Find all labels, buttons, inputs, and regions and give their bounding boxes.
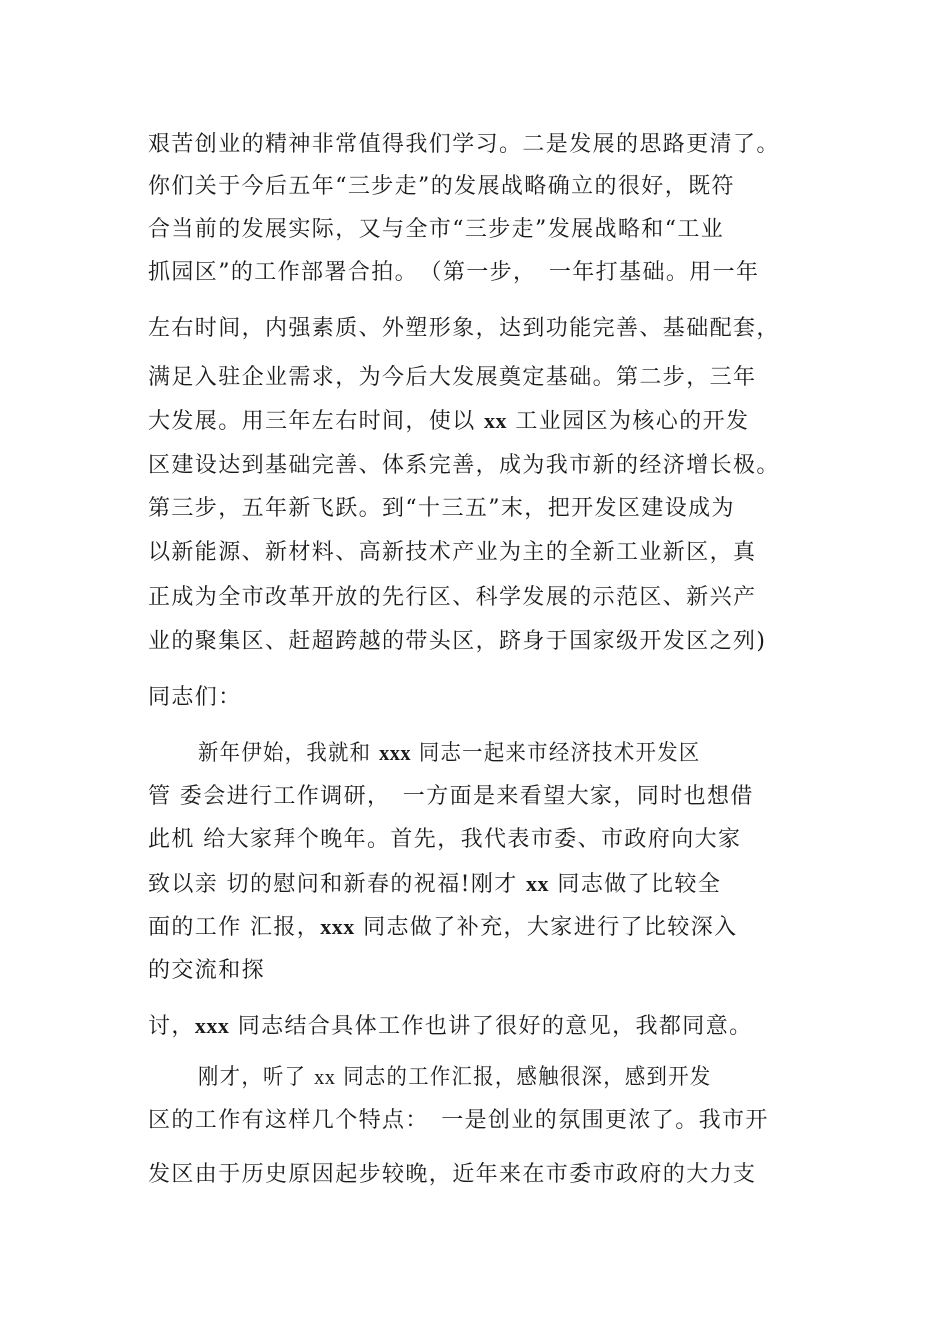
text-line: 合当前的发展实际，又与全市“三步走”发展战略和“工业 xyxy=(148,217,725,242)
text-line: 区建设达到基础完善、体系完善，成为我市新的经济增长极。 xyxy=(148,453,780,478)
text-line: 业的聚集区、赶超跨越的带头区，跻身于国家级开发区之列) xyxy=(148,629,767,654)
text-line: 致以亲 切的慰问和新春的祝福!刚才 xx 同志做了比较全 xyxy=(148,871,722,897)
text-line: 大发展。用三年左右时间，使以 xx 工业园区为核心的开发 xyxy=(148,408,750,434)
text-line: 以新能源、新材料、高新技术产业为主的全新工业新区，真 xyxy=(148,540,757,565)
text-line: 发区由于历史原因起步较晚，近年来在市委市政府的大力支 xyxy=(148,1162,757,1187)
text-line: 的交流和探 xyxy=(148,958,266,983)
text-line: 讨，xxx 同志结合具体工作也讲了很好的意见，我都同意。 xyxy=(148,1013,753,1039)
text-line: 抓园区”的工作部署合拍。 （第一步， 一年打基础。用一年 xyxy=(148,260,760,285)
text-line: 第三步，五年新飞跃。到“十三五”末，把开发区建设成为 xyxy=(148,496,735,521)
text-line: 艰苦创业的精神非常值得我们学习。二是发展的思路更清了。 xyxy=(148,132,780,157)
text-line: 正成为全市改革开放的先行区、科学发展的示范区、新兴产 xyxy=(148,585,757,610)
text-line: 区的工作有这样几个特点： 一是创业的氛围更浓了。我市开 xyxy=(148,1108,769,1133)
text-line: 面的工作 汇报，xxx 同志做了补充，大家进行了比较深入 xyxy=(148,914,738,940)
text-line: 满足入驻企业需求，为今后大发展奠定基础。第二步，三年 xyxy=(148,365,757,390)
text-line: 刚才，听了 xx 同志的工作汇报，感触很深，感到开发 xyxy=(198,1064,712,1090)
salutation: 同志们： xyxy=(148,685,242,710)
text-line: 管 委会进行工作调研， 一方面是来看望大家，同时也想借 xyxy=(148,784,754,809)
text-line: 左右时间，内强素质、外塑形象，达到功能完善、基础配套， xyxy=(148,316,780,341)
text-line: 此机 给大家拜个晚年。首先，我代表市委、市政府向大家 xyxy=(148,827,742,852)
text-line: 新年伊始，我就和 xxx 同志一起来市经济技术开发区 xyxy=(198,740,701,766)
text-line: 你们关于今后五年“三步走”的发展战略确立的很好，既符 xyxy=(148,174,735,199)
